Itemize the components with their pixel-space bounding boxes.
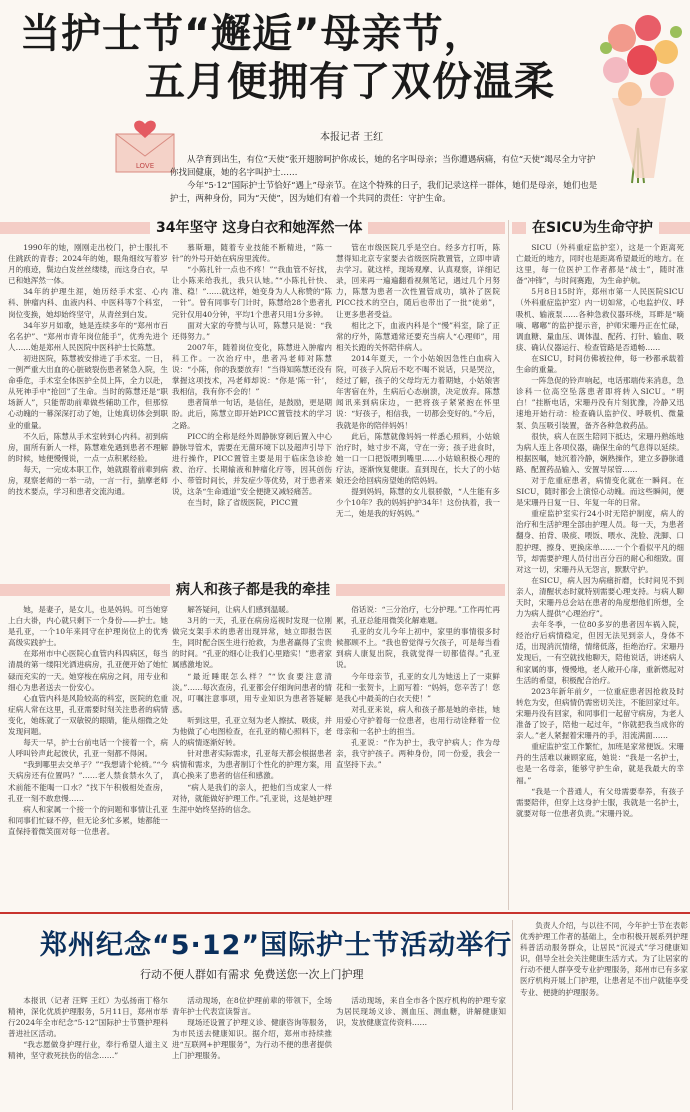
paragraph: 对于危重症患者，病情变化就在一瞬间。在SICU，随时都会上演惊心动魄。而这些瞬间，便是宋珊丹日复一日、年复一年的日常。 [516, 475, 684, 508]
paragraph: 去年冬季，一位80多岁的患者因车祸入院，经治疗后病情稳定，但因无法见到亲人，身体不适，出现消沉情绪，情绪低落，拒绝治疗。宋珊丹发现后，一有空就找他聊天，陪他说话，讲述病人和家属的事，慢慢地，老人敞开心扉，重新燃起对生活的希望，积极配合治疗。 [516, 620, 684, 685]
section-3-column-2 [172, 604, 332, 904]
headline-line-1: 当护士节“邂逅”母亲节， [20, 11, 485, 57]
section-2-header [512, 218, 690, 238]
bottom-divider [0, 912, 690, 914]
paragraph: 针对患者实际需求，孔亚每天都会根据患者病情和需求，为患者制订个性化的护理方案，用真心换来了患者的信任和感激。 [172, 749, 332, 781]
bottom-column-2 [172, 995, 332, 1110]
paragraph: 2007年，随着岗位变化，陈慧进入肿瘤内科工作。一次治疗中，患者冯老师对陈慧说：“小陈，你的我要放弃！”当得知陈慧还没有掌握这项技术，冯老师却说：“你是‘陈一针’，我相信，我有你不会的！” [172, 342, 332, 397]
paragraph: 活动现场，来自全市各个医疗机构的护理专家为居民现场义诊、测血压、测血糖，讲解健康知识，发放健康宣传资料…… [336, 996, 506, 1028]
paragraph: 相比之下，血液内科是个“慢”科室，除了正常的疗外，陈慧通常还要充当病人“心理师”，用相关长跑的关怀陪伴病人。 [336, 320, 500, 352]
section-2-column [516, 242, 684, 910]
paragraph: 心血管内科是风险较高的科室，医院的危重症病人常在这里，孔亚需要时刻关注患者的病情变化，她练就了一双敏锐的眼睛，能从细微之处发现问题。 [8, 693, 168, 737]
paragraph: 解答疑问，让病人们感到温暖。 [187, 605, 294, 614]
paragraph: 1990年的她，刚刚走出校门，护士服扎不住跳跃的青春；2024年的她，眼角细纹写着岁月的痕迹，鬓边白发丝丝缕缕，而这身白衣，早已和她浑然一体。 [8, 243, 168, 286]
paragraph: 病人和家属一个接一个的问题和事情让孔亚和同事们忙碌不停，但无论多忙多累，她都能一直保持着微笑面对每一位患者。 [8, 804, 168, 836]
intro [170, 154, 600, 206]
paragraph: 很快，病人在医生陪同下抵达，宋珊丹熟练地为病人连上各项仪器，确保生命的气息得以延续。根据医嘱，她沉着冷静，娴熟操作，建立多静脉通路、配置药品输入、安置导尿管…… [516, 431, 684, 474]
paragraph: “最近睡眠怎么样？”“饮食要注意清淡。”……每次查房，孔亚都会仔细询问患者的情况，叮嘱注意事项，用专业知识为患者答疑解惑。 [172, 671, 332, 714]
paragraph: 34年岁月如歌，她是连续多年的“郑州市百名名护”、“郑州市青年岗位能手”，优秀先进个人……她是郑州人民医院中医科护士长陈慧。 [8, 320, 168, 352]
paragraph: 2023年新年前夕，一位重症患者因抢救及时转危为安，但病情仍需密切关注，不能回家过年。宋珊丹没有回家，和同事们一起留守病房，为老人准备了饺子，陪他一起过年，“你就把我当成你的亲人。”老人紧握着宋珊丹的手，泪流满面…… [516, 686, 684, 741]
bottom-column-1 [8, 995, 168, 1110]
bouquet-stems [612, 98, 666, 183]
intro-paragraph: 从孕育到出生，有位“天使”张开翅膀呵护你成长，她的名字叫母亲；当你遭遇病痛，有位“天使”竭尽全力守护你找回健康，她的名字叫护士…… [170, 155, 596, 178]
paragraph: PICC的全称是经外周静脉穿刺后置入中心静脉导管术，需要在无菌环境下以及超声引导下进行操作，PICC置管主要是用于临床急诊抢救、治疗、长期输液和肿瘤化疗等，因其创伤小、带管时间长，并发症少等优势，对于患者来说，这条“生命通道”安全便捷又减轻痛苦。 [172, 431, 332, 497]
headline [20, 10, 660, 106]
paragraph: 现场还设置了护理义诊、健康咨询等服务，为市民送去健康知识。据介绍，郑州市持续推进“互联网+护理服务”，为行动不便的患者提供上门护理服务。 [172, 1018, 332, 1061]
paragraph: 重症监护室工作繁忙，加班是家常便饭。宋珊丹的生活难以兼顾家庭，她说：“我是一名护士，也是一名母亲，能够守护生命，就是我最大的幸福。” [516, 742, 684, 785]
byline: 本报记者 王红 [320, 132, 384, 143]
paragraph: 2014年夏天，一个小姑娘因急性白血病入院，可孩子入院后不吃不喝不说话，只是哭泣，经过了解，孩子的父母均无力着期她，小姑娘害年害宿在外，生病后心态崩溃，决定放弃。陈慧闻讯来到病床边，一把将孩子紧紧抱在怀里说：“好孩子，相信我，一切都会变好的。”今后，我就是你的陪伴妈妈！ [336, 353, 500, 430]
paragraph: “我到哪里去交单子？”“我想请个轮椅。”“今天病房还有位置吗？”……老人禁食禁水久了，术前能不能喝一口水？”找下午积极相处查房，孔亚一刻不敢怠慢…… [8, 760, 168, 803]
paragraph: 在郑州市中心医院心血管内科四病区，每当清晨的第一缕阳光洒进病房，孔亚便开始了她忙碌而充实的一天。她穿梭在病房之间，用专业和细心为患者送去一份安心。 [8, 649, 168, 692]
paragraph: 孔亚说：“作为护士，我守护病人；作为母亲，我守护孩子。两种身份，同一份爱，我会一直坚持下去。” [336, 738, 500, 770]
section-3-column-1 [8, 604, 168, 904]
paragraph: 孔亚的女儿今年上初中，家里的事情很多时候都顾不上。“我也曾觉得亏欠孩子，可是每当看到病人康复出院，我就觉得一切都值得。”孔亚说。 [336, 627, 500, 670]
paragraph: 重症监护室实行24小时无陪护制度，病人的治疗和生活护理全部由护理人员。每一天，为患者翻身、拍背、吸痰、喂饭、喂水、洗脸、洗脚、口腔护理、擦身、更换床单……一个个看似平凡的细节，却需要护理人员付出百分百的耐心和细致。面对这一切，宋珊丹从无怨言，默默守护。 [516, 509, 684, 574]
paragraph: 每天，一完成本职工作，她就跟着前辈到病房，观察老师的一举一动，一言一行，揣摩老师的技术要点，学习和患者交流沟通。 [8, 464, 168, 497]
paragraph: 听到这里，孔亚立刻为老人擦拭、吸痰，并为他做了心电图检查，在孔亚的精心照料下，老人的病情逐渐好转。 [172, 715, 332, 748]
section-3-title: 病人和孩子都是我的牵挂 [170, 580, 336, 600]
flower-bouquet-icon [592, 8, 684, 188]
paragraph: 此后，陈慧就像妈妈一样悉心照料，小姑娘治疗时，她寸步不离，守在一旁；孩子进食时，她一口一口把饭喂到嘴里……小姑娘积极心理的疗法，逐渐恢复健康。直到现在，长大了的小姑娘还会给回病房望她的陪妈妈。 [336, 431, 500, 485]
paragraph: 在SICU，时间仿佛被拉伸，每一秒都承载着生命的重量。 [516, 353, 684, 375]
intro-paragraph: 今年“5·12”国际护士节恰好“遇上”母亲节。在这个特殊的日子，我们记录这样一群体，她们是母亲，她们也是护士，两种身份，同为“天使”，因为她们有着一个共同的责任：守护生命。 [170, 181, 598, 204]
paragraph: 34年的护理生涯，她历经手术室、心内科、肿瘤内科、血液内科、中医科等7个科室，岗位变换，她却始终坚守，从青丝到白发。 [8, 287, 168, 319]
column-divider [508, 220, 509, 910]
paragraph: “病人是我们的亲人，把他们当成家人一样对待，就能做好护理工作。”孔亚说，这是她护理生涯中始终坚持的信念。 [172, 782, 332, 814]
paragraph: 管在市级医院几乎是空白。经多方打听，陈慧得知北京专家要去省级医院教置管，立即申请去学习。就这样，现场观摩、认真观察，详细记录，回来再一遍遍翻看视频笔记，遇过几个月努力，陈慧为患者一次性置管成功，填补了医院PICC技术的空白，随后也带出了一批“徒弟”，让更多患者受益。 [336, 243, 500, 319]
paragraph: “我是一个普通人，有父母需要奉养，有孩子需要陪伴，但穿上这身护士服，我就是一名护士，就要对每一位患者负责。”宋珊丹说。 [516, 786, 684, 818]
paragraph: 一阵急促的铃声响起，电话那端传来消息，急诊科一位高空坠落患者即将转入SICU。“明白！”挂断电话，宋珊丹没有片刻犹豫，冷静又迅速地开始行动：检查确认监护仪、呼吸机、微量泵、负压吸引装置，备齐各种急救药品。 [516, 376, 684, 430]
paragraph: 不久后，陈慧从手术室转到心内科。初到病房，面所有新人一样，陈慧难免遇到患者不理解的时候，她便慢慢说，一点一点积累经验。 [8, 431, 168, 463]
paragraph: 提到妈妈，陈慧的女儿很骄傲，“人生能有多少个10年？我的妈妈护护34年！这份执着，我一无二，她是我的好妈妈。” [336, 487, 500, 519]
paragraph: 俗话说：“三分治疗，七分护理。”工作再忙再累，孔亚总能用微笑化解难题。 [336, 605, 500, 626]
section-3-header [0, 580, 505, 600]
paragraph: 她，是妻子，是女儿，也是妈妈。可当她穿上白大褂，内心就只剩下一个身份——护士。她是孔亚，一个10年来同守在护理岗位上的优秀高级实践护士。 [8, 605, 168, 648]
paragraph: 慕斯珊，随着专业技能不断精进，“陈一针”的外号开始在病房里流传。 [172, 243, 332, 264]
paragraph: 初进医院，陈慧被安排进了手术室。一日，一例严重大出血的心脏破裂伤患者紧急入院，生命垂危，手术室全体医护全员上阵，全力以赴，从死神手中“抢回”了生命。当时的陈慧还是“职场新人”，只能帮助前辈做些辅助工作，但那惊心动魄的一幕深深打动了她，让她真切体会到职业的重量。 [8, 353, 168, 430]
paragraph: 活动现场，在8位护理前辈的带领下，全场青年护士代表宣读誓言。 [172, 996, 332, 1017]
section-1-column-3 [336, 242, 500, 572]
section-1-header [0, 218, 505, 238]
paragraph: 面对大家的夸赞与认可，陈慧只是说：“我还得努力。” [172, 320, 332, 341]
paragraph: 今年母亲节，孔亚的女儿为她送上了一束鲜花和一张贺卡，上面写着：“妈妈，您辛苦了！您是我心中最美的白衣天使！” [336, 671, 500, 703]
paragraph: 每天一早，护士台前电话一个接着一个，病人呼叫铃声此起彼伏，孔亚一刻都不得闲。 [8, 738, 168, 759]
paragraph: 本报讯（记者 汪辉 王红）为弘扬南丁格尔精神，深化优质护理服务，5月11日，郑州市举行2024年全市纪念“5·12”国际护士节暨护理科普进社区活动。 [8, 996, 168, 1039]
paragraph: “小陈扎针一点也不疼！”“我血管不好找，让小陈来给我扎，我只认她。”“小陈扎针快、准、稳！”……就这样，她变身为人人称赞的“陈一针”。曾有同事专门计时，陈慧给28个患者扎完针仅用40分钟，平均1个患者只用1分多钟。 [172, 265, 332, 319]
bottom-article-subtitle: 行动不便人群如有需求 免费送您一次上门护理 [140, 968, 364, 981]
paragraph: “我志愿做身护理行业，奉行希望人道主义精神，坚守救死扶伤的信念……” [8, 1040, 168, 1061]
envelope-label: LOVE [135, 162, 155, 170]
paragraph: 3月的一天，孔亚在病房巡视时发现一位刚做完支架手术的患者出现异常，她立即报告医生，同时配合医生进行抢救，为患者赢得了宝贵的时间。“孔亚的细心让我们心里踏实！”患者家属感激地说。 [172, 616, 332, 670]
paragraph: SICU（外科重症监护室），这是一个距离死亡最近的地方，同时也是距离希望最近的地方。在这里，每一位医护工作者都是“战士”，随时准备“冲锋”，与时间赛跑，为生命护航。 [516, 243, 684, 286]
bottom-article-title: 郑州纪念“5·12”国际护士节活动举行 [40, 930, 513, 961]
section-1-column-2 [172, 242, 332, 572]
paragraph: 对孔亚来说，病人和孩子都是她的牵挂，她用爱心守护着每一位患者，也用行动诠释着一位母亲和一名护士的担当。 [336, 704, 500, 737]
section-1-column-1 [8, 242, 168, 572]
section-2-title: 在SICU为生命守护 [526, 218, 659, 238]
column-divider [512, 920, 513, 1110]
section-3-column-3 [336, 604, 500, 904]
paragraph: 5月8日15时许，郑州市第一人民医院SICU（外科重症监护室）内一切如常，心电监护仪、呼吸机、输液泵……各种急救仪器环绕，耳畔是“嘀嘀、嘟嘟”的监护提示音，护师宋珊丹正在忙碌，调血糖、量血压、调体温、配药、打针、输血、吸痰、确认仪器运行、检查管路是否通畅…… [516, 287, 684, 352]
paragraph: 在当时，除了省级医院，PICC置 [187, 498, 299, 508]
bottom-column-3 [336, 995, 506, 1110]
bottom-side-paragraph: 负责人介绍，与以往不同，今年护士节在表彰优秀护理工作者的基础上，全市积极开展系列护理科普活动服务群众，让居民“沉浸式”学习健康知识，倡导全社会关注健康生活方式。为了让居家的行动不便人群享受专业护理服务，郑州市已有多家医疗机构开展上门护理，让患者足不出户就能享受专业、便捷的护理服务。 [520, 921, 688, 997]
headline-line-2: 五月便拥有了双份温柔 [145, 59, 555, 105]
paragraph: 患者简单一句话，是信任，是鼓励，更是期盼。此后，陈慧立即开始PICC置管技术的学习之路。 [172, 398, 332, 430]
paragraph: 在SICU，病人因为病痛折磨，长时间见不到亲人，清醒状态时就特别需要心理支持。与病人聊天时，宋珊丹总会站在患者的角度想他们所想，全力为病人提供“心理治疗”。 [516, 575, 684, 619]
bottom-side-box [520, 920, 688, 1110]
section-1-title: 34年坚守 这身白衣和她浑然一体 [150, 218, 368, 238]
